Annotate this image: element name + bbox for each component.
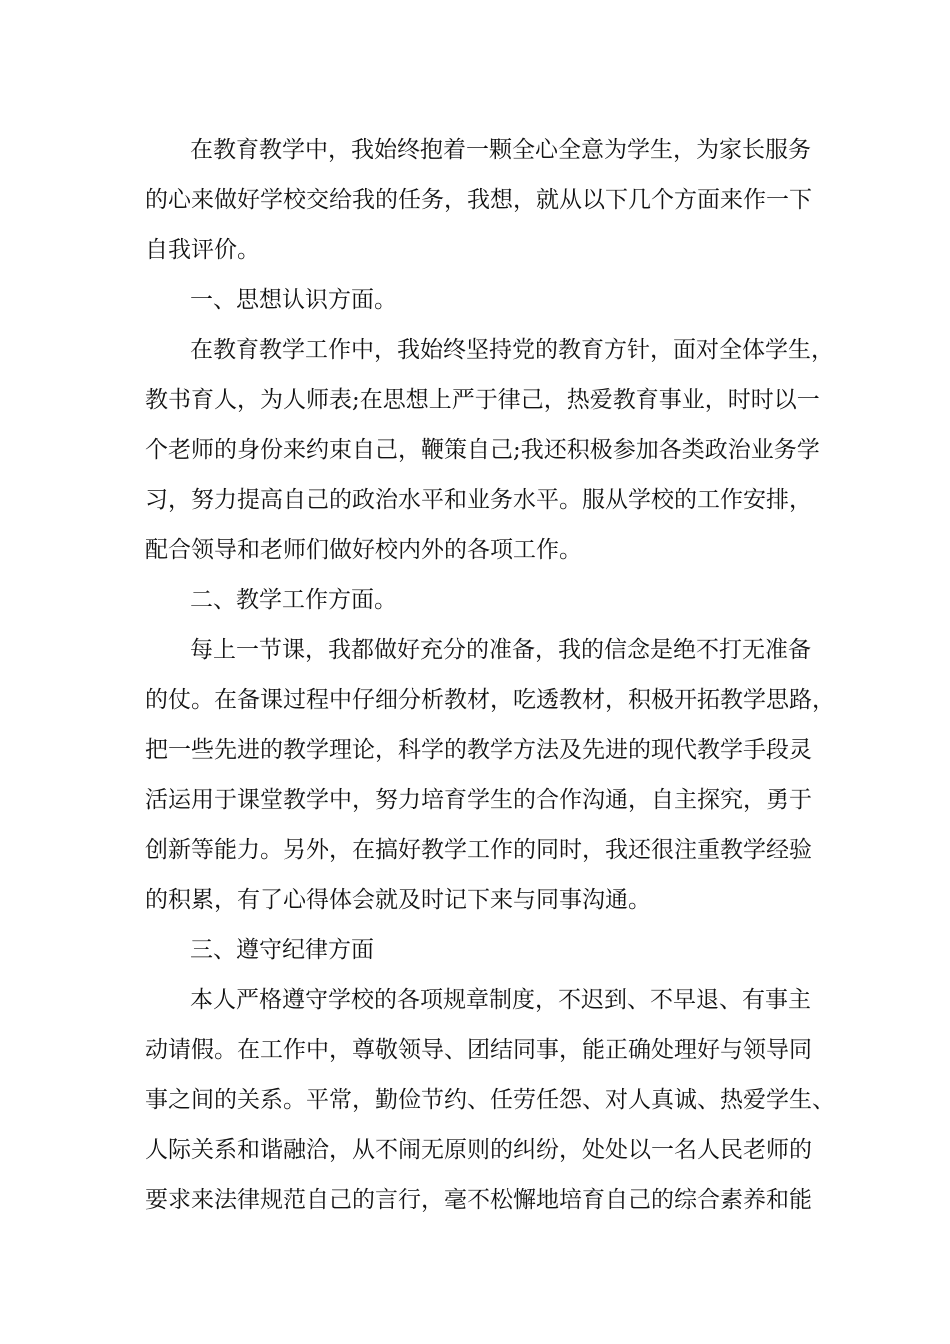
paragraph-3-line-2: 的仗。在备课过程中仔细分析教材，吃透教材，积极开拓教学思路， <box>145 687 835 713</box>
paragraph-3-line-4: 活运用于课堂教学中，努力培育学生的合作沟通，自主探究，勇于 <box>145 787 812 813</box>
paragraph-3-line-1: 每上一节课，我都做好充分的准备，我的信念是绝不打无准备 <box>190 637 811 663</box>
paragraph-4-line-1: 本人严格遵守学校的各项规章制度，不迟到、不早退、有事主 <box>190 987 811 1013</box>
section-heading-3: 三、遵守纪律方面 <box>190 937 374 963</box>
paragraph-3-line-3: 把一些先进的教学理论，科学的教学方法及先进的现代教学手段灵 <box>145 737 812 763</box>
paragraph-2-line-4: 习，努力提高自己的政治水平和业务水平。服从学校的工作安排， <box>145 487 812 513</box>
paragraph-1-line-3: 自我评价。 <box>145 237 260 263</box>
paragraph-3-line-5: 创新等能力。另外，在搞好教学工作的同时，我还很注重教学经验 <box>145 837 812 863</box>
paragraph-4-line-4: 人际关系和谐融洽，从不闹无原则的纠纷，处处以一名人民老师的 <box>145 1137 812 1163</box>
paragraph-2-line-1: 在教育教学工作中，我始终坚持党的教育方针，面对全体学生， <box>190 337 834 363</box>
paragraph-4-line-3: 事之间的关系。平常，勤俭节约、任劳任怨、对人真诚、热爱学生、 <box>145 1087 835 1113</box>
section-heading-1: 一、思想认识方面。 <box>190 287 397 313</box>
paragraph-2-line-5: 配合领导和老师们做好校内外的各项工作。 <box>145 537 582 563</box>
paragraph-4-line-5: 要求来法律规范自己的言行，毫不松懈地培育自己的综合素养和能 <box>145 1187 812 1213</box>
paragraph-4-line-2: 动请假。在工作中，尊敬领导、团结同事，能正确处理好与领导同 <box>145 1037 812 1063</box>
paragraph-2-line-2: 教书育人，为人师表;在思想上严于律己，热爱教育事业，时时以一 <box>145 387 820 413</box>
paragraph-1-line-2: 的心来做好学校交给我的任务，我想，就从以下几个方面来作一下 <box>145 187 812 213</box>
paragraph-3-line-6: 的积累，有了心得体会就及时记下来与同事沟通。 <box>145 887 651 913</box>
section-heading-2: 二、教学工作方面。 <box>190 587 397 613</box>
paragraph-1-line-1: 在教育教学中，我始终抱着一颗全心全意为学生，为家长服务 <box>190 137 811 163</box>
paragraph-2-line-3: 个老师的身份来约束自己，鞭策自己;我还积极参加各类政治业务学 <box>145 437 820 463</box>
